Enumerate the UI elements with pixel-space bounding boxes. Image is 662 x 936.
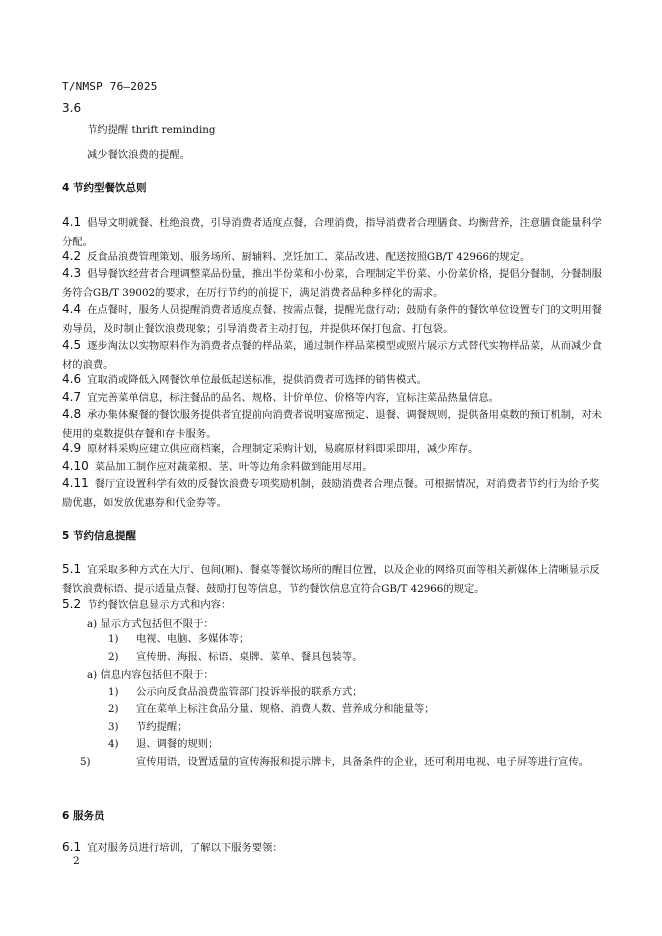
list-item: 3) 节约提醒； — [108, 721, 188, 733]
clause-text: 节约餐饮信息显示方式和内容： — [87, 599, 232, 611]
list-item: 2) 宜在菜单上标注食品分量、规格、消费人数、营养成分和能量等； — [108, 703, 435, 715]
clause-text: 餐厅宜设置科学有效的反餐饮浪费专项奖励机制，鼓励消费者合理点餐。可根据情况，对消费者节约行为给予奖励优惠，如发放优惠券和代金券等。 — [62, 478, 600, 509]
clause-text: 宜完善菜单信息，标注餐品的品名、规格、计价单位、价格等内容，宜标注菜品热量信息。 — [87, 392, 499, 404]
clause-4-6 — [62, 370, 602, 390]
term-thrift-reminding: 节约提醒 thrift reminding — [87, 124, 216, 136]
clause-text: 宜采取多种方式在大厅、包间(厢)、餐桌等餐饮场所的醒目位置，以及企业的网络页面等相关新媒体上清晰显示反餐饮浪费标语、提示适量点餐、鼓励打包等信息，节约餐饮信息宜符合GB/T 42966的规定。 — [62, 564, 600, 595]
list-a-display-methods: a) 显示方式包括但不限于： — [87, 618, 214, 630]
clause-text: 承办集体聚餐的餐饮服务提供者宜提前向消费者说明宴席预定、退餐、调餐规则，提供备用桌数的预订机制，对未使用的桌数提供存餐和存卡服务。 — [62, 409, 602, 440]
list-item: 1) 电视、电脑、多媒体等； — [108, 633, 250, 645]
list-item: 5) 宣传用语，设置适量的宣传海报和提示牌卡，具备条件的企业，还可利用电视、电子屏等进行宣传。 — [80, 756, 590, 768]
clause-text: 原材料采购应建立供应商档案，合理制定采购计划，易腐原材料即采即用，减少库存。 — [87, 443, 479, 455]
clause-number: 4.10 — [62, 459, 89, 473]
list-a-info-content: a) 信息内容包括但不限于： — [87, 669, 214, 681]
clause-4-11 — [62, 474, 602, 513]
clause-4-9 — [62, 439, 602, 459]
clause-number: 6.1 — [62, 840, 82, 854]
clause-4-4 — [62, 300, 602, 339]
clause-number: 4.5 — [62, 338, 82, 352]
clause-number: 4.11 — [62, 476, 89, 490]
clause-number: 4.1 — [62, 215, 82, 229]
clause-4-3 — [62, 264, 602, 303]
clause-text: 菜品加工制作应对蔬菜根、茎、叶等边角余料做到能用尽用。 — [94, 461, 373, 473]
section-4-heading: 4 节约型餐饮总则 — [62, 182, 147, 194]
clause-number: 4.9 — [62, 441, 82, 455]
clause-3-6-number: 3.6 — [62, 101, 82, 115]
page-number: 2 — [73, 855, 80, 867]
section-6-heading: 6 服务员 — [62, 810, 105, 822]
standard-id: T/NMSP 76—2025 — [62, 80, 158, 93]
clause-text: 倡导餐饮经营者合理调整菜品份量，推出半份菜和小份菜，合理制定半份菜、小份菜价格，提倡分餐制，分餐制服务符合GB/T 39002的要求，在厉行节约的前提下，满足消费者品种多样化的需求。 — [62, 268, 602, 299]
clause-number: 4.4 — [62, 302, 82, 316]
clause-6-1 — [62, 838, 602, 858]
clause-number: 5.2 — [62, 597, 82, 611]
clause-text: 宜对服务员进行培训，了解以下服务要领： — [87, 842, 283, 854]
clause-text: 宜取消或降低入网餐饮单位最低起送标准，提供消费者可选择的销售模式。 — [87, 374, 427, 386]
term-definition: 减少餐饮浪费的提醒。 — [87, 149, 190, 161]
clause-number: 5.1 — [62, 562, 82, 576]
clause-5-1 — [62, 560, 602, 599]
clause-text: 倡导文明就餐、杜绝浪费，引导消费者适度点餐，合理消费，指导消费者合理膳食、均衡营养，注意膳食能量科学分配。 — [62, 217, 602, 248]
clause-number: 4.3 — [62, 266, 82, 280]
clause-5-2 — [62, 595, 602, 615]
clause-number: 4.8 — [62, 407, 82, 421]
list-item: 4) 退、调餐的规则； — [108, 738, 219, 750]
section-5-heading: 5 节约信息提醒 — [62, 530, 136, 542]
list-item: 2) 宣传册、海报、标语、桌牌、菜单、餐具包装等。 — [108, 651, 363, 663]
clause-text: 反食品浪费管理策划、服务场所、厨辅料、烹饪加工、菜品改进、配送按照GB/T 42966的规定。 — [87, 251, 531, 263]
clause-number: 4.7 — [62, 390, 82, 404]
clause-text: 在点餐时，服务人员提醒消费者适度点餐、按需点餐，提醒光盘行动；鼓励有条件的餐饮单位设置专门的文明用餐劝导员，及时制止餐饮浪费现象；引导消费者主动打包，并提供环保打包盒、打包袋。 — [62, 304, 602, 335]
clause-number: 4.2 — [62, 249, 82, 263]
clause-text: 逐步淘汰以实物原料作为消费者点餐的样品菜，通过制作样品菜模型或照片展示方式替代实物样品菜，从而减少食材的浪费。 — [62, 340, 602, 371]
clause-number: 4.6 — [62, 372, 82, 386]
list-item: 1) 公示向反食品浪费监管部门投诉举报的联系方式； — [108, 686, 363, 698]
